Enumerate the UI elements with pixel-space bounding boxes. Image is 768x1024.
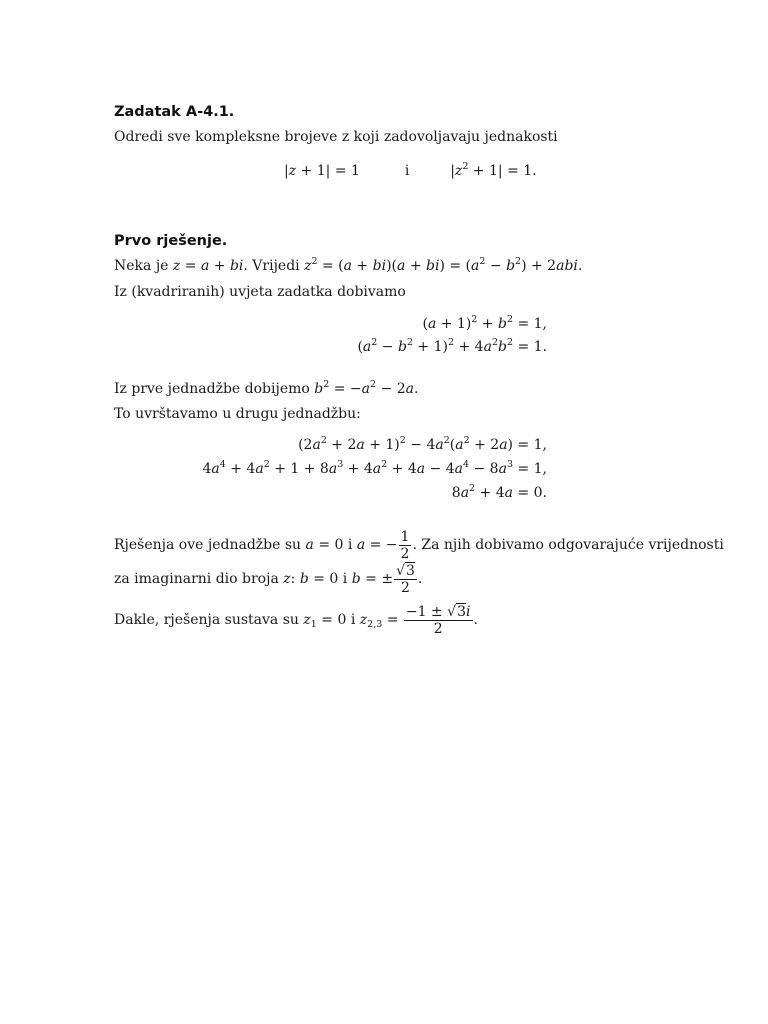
fraction-one-half: $\frac{1}{2}$	[400, 528, 410, 562]
text-rjesenja: Rješenja ove jednadžbe su	[114, 537, 306, 553]
task-conditions	[284, 163, 537, 179]
text-za-imaginarni: za imaginarni dio broja	[114, 571, 284, 587]
text-dakle: Dakle, rješenja sustava su	[114, 612, 304, 628]
task-statement-text: Odredi sve kompleksne brojeve z koji zadovoljavaju jednakosti	[114, 129, 558, 145]
solution-line-2: Iz (kvadriranih) uvjeta zadatka dobivamo	[114, 284, 406, 300]
equation-4: $4a^4 + 4a^2 + 1 + 8a^3 + 4a^2 + 4a - 4a^4 - 8a^3 = 1$,	[202, 459, 547, 477]
fraction-sqrt3-half: $\frac{√3}{2}$	[396, 562, 415, 596]
condition-2: $|z^2 + 1| = 1$.	[450, 161, 537, 179]
text-vrijedi: . Vrijedi	[243, 258, 305, 274]
solution-line-7: Dakle, rješenja sustava su $z_1 = 0$ i $z_{2,3}$ = $\frac{-1 \pm √3i}{2}$ .	[114, 603, 478, 637]
task-title: Zadatak A-4.1.	[114, 104, 235, 120]
equation-5: $8a^2 + 4a = 0$.	[451, 483, 547, 501]
text-colon: :	[290, 571, 300, 587]
text-za-njih: . Za njih dobivamo odgovarajuće vrijednosti	[412, 537, 724, 553]
solution-line-1: Neka je z = a + bi. Vrijedi $z^2 = (a + bi)(a + bi) = (a^2 - b^2) + 2abi$.	[114, 256, 583, 274]
fraction-solution: $\frac{-1 \pm √3i}{2}$	[405, 603, 471, 637]
conjunction: i	[404, 163, 410, 179]
text-iz-prve: Iz prve jednadžbe dobijemo	[114, 381, 315, 397]
task-statement	[114, 128, 558, 146]
solution-line-5: Rješenja ove jednadžbe su a = 0 i a = − $\frac{1}{2}$ . Za njih dobivamo odgovarajuće vrijednosti	[114, 528, 724, 562]
solution-title: Prvo rješenje.	[114, 233, 228, 249]
text-i-2: i	[338, 571, 352, 587]
equation-3: $(2a^2 + 2a + 1)^2 - 4a^2(a^2 + 2a) = 1$,	[298, 435, 547, 453]
solution-line-4: To uvrštavamo u drugu jednadžbu:	[114, 406, 361, 422]
equation-1: $(a + 1)^2 + b^2 = 1$,	[422, 314, 547, 332]
solution-line-6: za imaginarni dio broja z: b = 0 i b = ± $\frac{√3}{2}$ .	[114, 562, 423, 596]
text-i-1: i	[343, 537, 357, 553]
condition-1: |z + 1| = 1	[284, 163, 360, 179]
text-i-3: i	[346, 612, 360, 628]
equation-2: $(a^2 - b^2 + 1)^2 + 4a^2b^2 = 1$.	[357, 337, 547, 355]
text-neka-je: Neka je	[114, 258, 173, 274]
solution-line-3: Iz prve jednadžbe dobijemo $b^2 = -a^2 - 2a$.	[114, 379, 419, 397]
math-z-def: z	[172, 258, 181, 274]
